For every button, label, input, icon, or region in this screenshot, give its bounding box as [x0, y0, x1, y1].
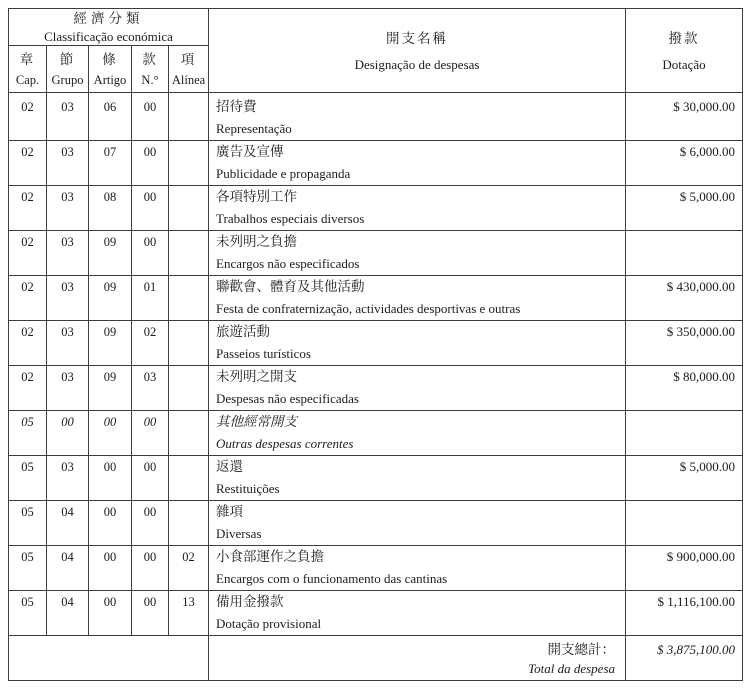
- cell-amount: $ 350,000.00: [626, 321, 743, 366]
- cell-alinea: [169, 501, 209, 546]
- designation-pt: Festa de confraternização, actividades desportivas e outras: [216, 301, 521, 316]
- designation-pt: Encargos com o funcionamento das cantinas: [216, 571, 448, 586]
- cell-amount: $ 1,116,100.00: [626, 591, 743, 636]
- column-grupo-zh: 節: [59, 52, 76, 67]
- cell-n: 00: [132, 456, 169, 501]
- table-row: [9, 366, 743, 411]
- designation-pt: Despesas não especificadas: [216, 391, 359, 406]
- total-amount-cell: $ 3,875,100.00: [626, 636, 743, 681]
- cell-designation: [209, 93, 626, 141]
- cell-designation: [209, 411, 626, 456]
- cell-designation: [209, 186, 626, 231]
- cell-artigo: 00: [89, 591, 132, 636]
- table-row: [9, 186, 743, 231]
- cell-designation: [209, 276, 626, 321]
- cell-cap: 05: [9, 456, 47, 501]
- cell-artigo: 00: [89, 456, 132, 501]
- cell-designation: [209, 366, 626, 411]
- cell-designation: [209, 591, 626, 636]
- cell-amount: $ 30,000.00: [626, 93, 743, 141]
- cell-artigo: 09: [89, 276, 132, 321]
- designation-zh: 雜項: [216, 504, 244, 519]
- column-n-pt: N.°: [141, 73, 159, 87]
- column-alinea-pt: Alínea: [171, 73, 206, 87]
- designation-zh: 招待費: [216, 99, 257, 114]
- cell-n: 01: [132, 276, 169, 321]
- designation-zh: 各項特別工作: [216, 189, 298, 204]
- table-row: [9, 93, 743, 141]
- cell-alinea: [169, 456, 209, 501]
- cell-cap: 05: [9, 501, 47, 546]
- total-empty-cell: [9, 636, 209, 681]
- designation-pt: Outras despesas correntes: [216, 436, 354, 451]
- cell-artigo: 00: [89, 546, 132, 591]
- cell-alinea: [169, 141, 209, 186]
- cell-alinea: [169, 411, 209, 456]
- cell-designation: [209, 456, 626, 501]
- cell-cap: 02: [9, 93, 47, 141]
- cell-grupo: 03: [47, 141, 89, 186]
- designation-zh: 聯歡會、體育及其他活動: [216, 279, 365, 294]
- cell-amount: [626, 501, 743, 546]
- cell-grupo: 03: [47, 321, 89, 366]
- designation-zh: 返還: [216, 459, 244, 474]
- cell-amount: $ 5,000.00: [626, 456, 743, 501]
- cell-designation: [209, 501, 626, 546]
- classification-title-zh: 經濟分類: [73, 10, 144, 26]
- cell-n: 03: [132, 366, 169, 411]
- cell-cap: 02: [9, 366, 47, 411]
- cell-artigo: 07: [89, 141, 132, 186]
- table-row: [9, 546, 743, 591]
- cell-grupo: 03: [47, 93, 89, 141]
- designation-pt: Dotação provisional: [216, 616, 322, 631]
- designation-zh: 旅遊活動: [216, 324, 271, 339]
- column-alinea-zh: 項: [180, 52, 197, 67]
- cell-n: 00: [132, 141, 169, 186]
- cell-amount: $ 6,000.00: [626, 141, 743, 186]
- cell-n: 00: [132, 591, 169, 636]
- cell-cap: 02: [9, 321, 47, 366]
- column-grupo-pt: Grupo: [51, 73, 84, 87]
- designation-zh: 未列明之開支: [216, 369, 298, 384]
- cell-designation: [209, 546, 626, 591]
- cell-amount: $ 5,000.00: [626, 186, 743, 231]
- designation-pt: Publicidade e propaganda: [216, 166, 351, 181]
- dotacao-header: [626, 9, 743, 93]
- total-label-cell: [209, 636, 626, 681]
- cell-grupo: 04: [47, 501, 89, 546]
- header-row-classification: [9, 9, 743, 46]
- column-header-cap: [9, 46, 47, 93]
- cell-n: 00: [132, 231, 169, 276]
- cell-amount: $ 430,000.00: [626, 276, 743, 321]
- cell-alinea: [169, 231, 209, 276]
- designation-zh: 備用金撥款: [216, 594, 284, 609]
- cell-alinea: [169, 186, 209, 231]
- designation-zh: 未列明之負擔: [216, 234, 298, 249]
- cell-grupo: 03: [47, 231, 89, 276]
- table-row: [9, 276, 743, 321]
- column-header-alinea: [169, 46, 209, 93]
- cell-artigo: 09: [89, 321, 132, 366]
- designation-pt: Representação: [216, 121, 292, 136]
- cell-amount: $ 80,000.00: [626, 366, 743, 411]
- cell-n: 00: [132, 93, 169, 141]
- table-row: [9, 141, 743, 186]
- designation-zh: 小食部運作之負擔: [216, 549, 325, 564]
- table-row: [9, 231, 743, 276]
- designation-header: [209, 9, 626, 93]
- cell-alinea: [169, 366, 209, 411]
- cell-designation: [209, 231, 626, 276]
- cell-cap: 02: [9, 186, 47, 231]
- designation-pt: Trabalhos especiais diversos: [216, 211, 365, 226]
- cell-artigo: 00: [89, 501, 132, 546]
- designation-pt: Diversas: [216, 526, 262, 541]
- total-label-pt: Total da despesa: [528, 661, 616, 676]
- table-row: [9, 321, 743, 366]
- cell-artigo: 08: [89, 186, 132, 231]
- designation-title-zh: 開支名稱: [386, 30, 449, 46]
- designation-pt: Restituições: [216, 481, 280, 496]
- cell-artigo: 06: [89, 93, 132, 141]
- classification-header: [9, 9, 209, 46]
- cell-alinea: 13: [169, 591, 209, 636]
- cell-n: 00: [132, 411, 169, 456]
- cell-artigo: 00: [89, 411, 132, 456]
- cell-cap: 05: [9, 591, 47, 636]
- column-cap-pt: Cap.: [15, 73, 40, 87]
- cell-artigo: 09: [89, 366, 132, 411]
- cell-grupo: 00: [47, 411, 89, 456]
- cell-cap: 02: [9, 141, 47, 186]
- column-n-zh: 款: [142, 52, 158, 67]
- cell-designation: [209, 141, 626, 186]
- cell-n: 00: [132, 186, 169, 231]
- column-header-grupo: [47, 46, 89, 93]
- column-cap-zh: 章: [19, 52, 36, 67]
- cell-cap: 05: [9, 546, 47, 591]
- cell-alinea: 02: [169, 546, 209, 591]
- column-header-artigo: [89, 46, 132, 93]
- designation-pt: Encargos não especificados: [216, 256, 360, 271]
- budget-table: [8, 8, 743, 681]
- cell-grupo: 03: [47, 186, 89, 231]
- total-row: [9, 636, 743, 681]
- cell-amount: [626, 231, 743, 276]
- table-row: [9, 456, 743, 501]
- cell-cap: 02: [9, 231, 47, 276]
- cell-designation: [209, 321, 626, 366]
- cell-n: 00: [132, 546, 169, 591]
- cell-alinea: [169, 321, 209, 366]
- cell-cap: 05: [9, 411, 47, 456]
- cell-alinea: [169, 93, 209, 141]
- dotacao-title-pt: Dotação: [662, 56, 706, 72]
- column-header-n: [132, 46, 169, 93]
- table-row: [9, 591, 743, 636]
- designation-zh: 廣告及宣傳: [216, 144, 284, 159]
- cell-n: 02: [132, 321, 169, 366]
- cell-grupo: 04: [47, 546, 89, 591]
- designation-pt: Passeios turísticos: [216, 346, 311, 361]
- column-artigo-pt: Artigo: [93, 73, 127, 87]
- designation-title-pt: Designação de despesas: [354, 56, 480, 72]
- total-label-zh: 開支總計：: [547, 642, 616, 657]
- designation-zh: 其他經常開支: [216, 414, 298, 429]
- cell-n: 00: [132, 501, 169, 546]
- table-row: [9, 411, 743, 456]
- cell-grupo: 04: [47, 591, 89, 636]
- cell-grupo: 03: [47, 456, 89, 501]
- cell-alinea: [169, 276, 209, 321]
- cell-amount: [626, 411, 743, 456]
- cell-amount: $ 900,000.00: [626, 546, 743, 591]
- cell-grupo: 03: [47, 276, 89, 321]
- dotacao-title-zh: 撥款: [668, 30, 700, 46]
- cell-cap: 02: [9, 276, 47, 321]
- cell-artigo: 09: [89, 231, 132, 276]
- column-artigo-zh: 條: [102, 52, 118, 67]
- classification-title-pt: Classificação económica: [44, 28, 173, 44]
- cell-grupo: 03: [47, 366, 89, 411]
- table-row: [9, 501, 743, 546]
